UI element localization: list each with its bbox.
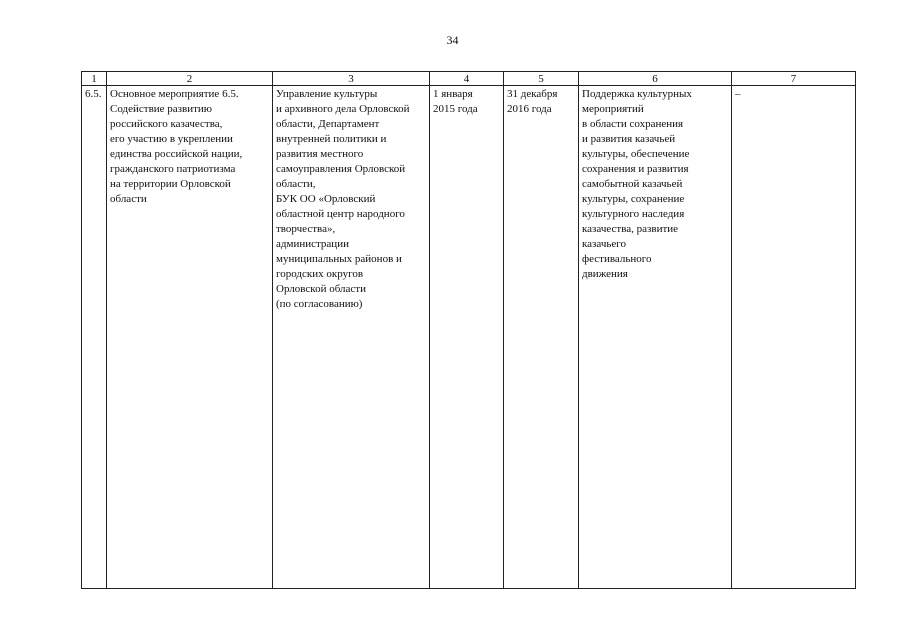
cell-text-line: сохранения и развития [582,163,689,175]
start-date-cell [430,86,504,589]
program-table [81,71,856,589]
cell-text-line: мероприятий [582,103,644,115]
cell-text-line: на территории Орловской [110,178,231,190]
cell-text-line: 1 января [433,88,473,100]
cell-text-line: и развития казачьей [582,133,676,145]
cell-text-line: областной центр народного [276,208,405,220]
cell-text-line: администрации [276,238,349,250]
cell-text-line: Основное мероприятие 6.5. [110,88,239,100]
cell-text-line: казачьего [582,238,627,250]
cell-text-line: творчества», [276,223,336,235]
table-row [82,86,856,589]
indicator-cell: – [732,86,856,589]
column-number-row [82,72,856,86]
cell-text-line: его участию в укреплении [110,133,233,145]
cell-text-line: в области сохранения [582,118,684,130]
responsible-executor-cell [273,86,430,589]
cell-text-line: 2015 года [433,103,478,115]
cell-text-line: движения [582,268,628,280]
cell-text-line: и архивного дела Орловской [276,103,410,115]
col-header-3: 3 [273,72,430,86]
cell-text-line: самоуправления Орловской [276,163,406,175]
page-number: 34 [446,33,459,47]
end-date-cell [504,86,579,589]
cell-text-line: культуры, обеспечение [582,148,690,160]
event-name-cell [107,86,273,589]
col-header-7: 7 [732,72,856,86]
col-header-5: 5 [504,72,579,86]
cell-text-line: культурного наследия [582,208,685,220]
cell-text-line: российского казачества, [110,118,223,130]
cell-text-line: муниципальных районов и [276,253,402,265]
cell-text-line: казачества, развитие [582,223,679,235]
cell-text-line: области [110,193,147,205]
cell-text-line: Поддержка культурных [582,88,692,100]
cell-text-line: Орловской области [276,283,366,295]
col-header-2: 2 [107,72,273,86]
cell-text-line: 31 декабря [507,88,558,100]
cell-text-line: фестивального [582,253,652,265]
cell-text-line: 2016 года [507,103,552,115]
col-header-1: 1 [82,72,107,86]
cell-text-line: внутренней политики и [276,133,387,145]
cell-text-line: единства российской нации, [110,148,243,160]
cell-text-line: гражданского патриотизма [110,163,236,175]
cell-text-line: области, [276,178,316,190]
cell-text-line: самобытной казачьей [582,178,683,190]
cell-text-line: БУК ОО «Орловский [276,193,376,205]
cell-text-line: культуры, сохранение [582,193,685,205]
cell-text-line: Содействие развитию [110,103,213,115]
cell-text-line: области, Департамент [276,118,380,130]
cell-text-line: Управление культуры [276,88,378,100]
col-header-4: 4 [430,72,504,86]
expected-result-cell [579,86,732,589]
col-header-6: 6 [579,72,732,86]
row-number-cell: 6.5. [82,86,107,589]
cell-text-line: развития местного [276,148,364,160]
cell-text-line: городских округов [276,268,364,280]
cell-text-line: (по согласованию) [276,298,363,310]
